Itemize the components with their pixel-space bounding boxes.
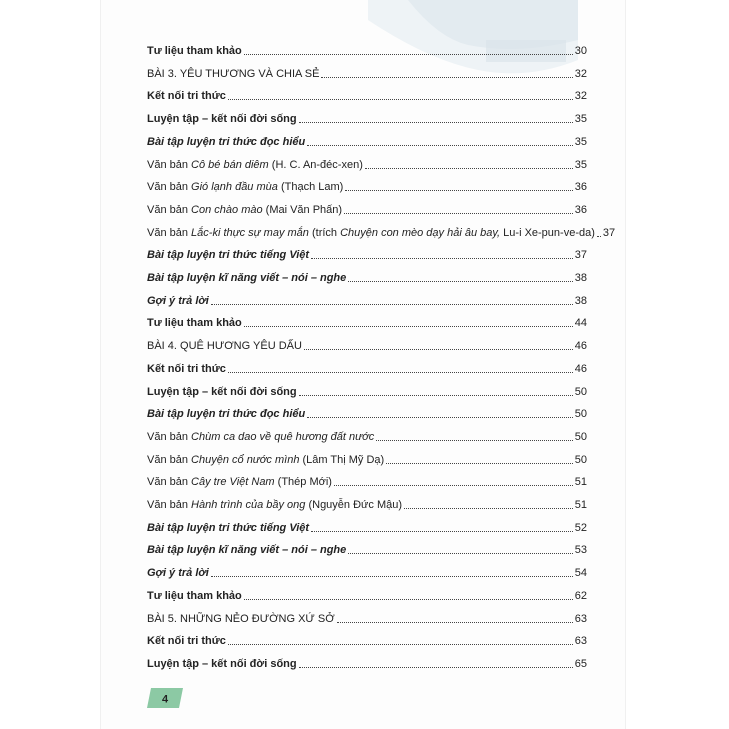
toc-page-number: 46 [574,362,587,375]
toc-page-number: 50 [574,408,587,421]
toc-page-number: 32 [574,67,587,80]
dot-leader [299,395,573,396]
toc-entry[interactable] [147,604,587,626]
toc-entry-text: Cô bé bán diêm [191,158,269,171]
toc-entry-text: Văn bản [147,158,192,171]
dot-leader [337,622,573,623]
toc-entry-text: Văn bản [147,453,192,466]
toc-entry-text: Chuyện cổ nước mình [191,453,300,466]
toc-entry-text: Kết nối tri thức [147,90,226,103]
toc-entry[interactable] [147,308,587,330]
dot-leader [228,372,573,373]
toc-entry-text: Gió lạnh đầu mùa [191,181,278,194]
toc-entry[interactable] [147,626,587,648]
toc-entry[interactable] [147,399,587,421]
toc-page-number: 37 [602,226,616,239]
toc-entry-text: Cây tre Việt Nam [191,476,275,489]
toc-entry-text: Bài tập luyện kĩ năng viết – nói – nghe [147,272,347,284]
toc-entry[interactable] [147,558,587,580]
toc-entry-text: Luyện tập – kết nối đời sống [147,657,297,670]
toc-page-number: 37 [574,249,587,262]
toc-entry[interactable] [147,331,587,353]
toc-entry-text: Văn bản [147,203,192,216]
toc-entry-text: Gợi ý trả lời [147,294,209,307]
toc-entry-text: (trích [308,226,341,239]
dot-leader [597,236,601,237]
toc-entry-text: Văn bản [147,181,192,194]
toc-page-number: 63 [574,635,587,648]
toc-page-number: 51 [574,499,587,511]
toc-entry[interactable] [147,377,587,399]
toc-entry-text: Hành trình của bầy ong [191,499,306,511]
dot-leader [321,77,572,78]
dot-leader [344,213,573,214]
toc-entry-text: BÀI 4. QUÊ HƯƠNG YÊU DẤU [147,340,302,353]
toc-entry-text: (Nguyễn Đức Mậu) [305,499,403,511]
toc-entry-text: Văn bản [147,430,192,443]
toc-page-number: 52 [574,521,587,534]
page-number: 4 [162,693,169,706]
toc-entry-text: Gợi ý trả lời [147,567,209,580]
dot-leader [348,281,572,282]
toc-entry[interactable] [147,195,587,217]
toc-entry-text: Kết nối tri thức [147,635,226,648]
toc-page-number: 50 [574,453,587,466]
toc-entry-text: Luyện tập – kết nối đời sống [147,113,297,126]
toc-page-number: 46 [574,340,587,353]
toc-entry-text: BÀI 5. NHỮNG NẺO ĐƯỜNG XỨ SỞ [147,612,335,625]
toc-entry[interactable] [147,150,587,172]
dot-leader [228,99,573,100]
toc-entry-text: (Thạch Lam) [277,181,344,194]
toc-page-number: 36 [574,181,587,194]
toc-entry[interactable] [147,422,587,444]
toc-entry[interactable] [147,445,587,467]
toc-entry-text: BÀI 3. YÊU THƯƠNG VÀ CHIA SẺ [147,67,320,80]
toc-entry-text: Tư liệu tham khảo [147,45,242,57]
toc-page-number: 50 [574,385,587,398]
toc-entry-text: (Thép Mới) [274,476,332,489]
toc-entry[interactable] [147,172,587,194]
toc-entry-text: (H. C. An-đéc-xen) [268,158,363,171]
toc-page-number: 54 [574,567,587,580]
toc-entry-text: Bài tập luyện tri thức đọc hiểu [147,408,306,421]
toc-entry-text: Luyện tập – kết nối đời sống [147,385,297,398]
toc-page-number: 35 [574,135,587,148]
dot-leader [345,190,572,191]
toc-page-number: 36 [574,203,587,216]
toc-entry-text: Tư liệu tham khảo [147,317,242,330]
toc-entry-text: Con chào mào [191,203,263,216]
dot-leader [386,463,573,464]
toc-entry[interactable] [147,535,587,557]
dot-leader [307,145,573,146]
dot-leader [244,599,573,600]
toc-entry-text: Bài tập luyện kĩ năng viết – nói – nghe [147,544,347,557]
toc-page-number: 38 [574,294,587,307]
toc-entry-text: Văn bản [147,499,192,511]
toc-entry[interactable] [147,513,587,535]
toc-entry-text: Bài tập luyện tri thức tiếng Việt [147,249,310,262]
dot-leader [244,326,573,327]
toc-page-number: 50 [574,430,587,443]
page-footer [147,688,183,713]
toc-entry-text: Bài tập luyện tri thức đọc hiểu [147,135,306,148]
dot-leader [307,417,573,418]
toc-entry-text: Chùm ca dao về quê hương đất nước [191,430,375,443]
dot-leader [299,667,573,668]
toc-page-number: 62 [574,589,587,602]
dot-leader [376,440,573,441]
toc-page-number: 30 [574,45,587,57]
toc-page-number: 51 [574,476,587,489]
toc-page-number: 53 [574,544,587,557]
toc-entry-text: Văn bản [147,476,192,489]
toc-entry[interactable] [147,218,616,240]
toc-entry[interactable] [147,59,587,81]
toc-page-number: 63 [574,612,587,625]
dot-leader [404,508,573,509]
toc-entry[interactable] [147,354,587,376]
toc-entry-text: Lu-i Xe-pun-ve-da) [500,226,595,239]
toc-entry-text: Văn bản [147,226,192,239]
dot-leader [211,304,573,305]
toc-entry[interactable] [147,490,587,512]
dot-leader [304,349,573,350]
dot-leader [211,576,573,577]
dot-leader [334,485,573,486]
toc-page-number: 38 [574,272,587,284]
toc-entry-text: Kết nối tri thức [147,362,226,375]
toc-entry[interactable] [147,127,587,149]
toc-entry-text: (Mai Văn Phấn) [262,203,343,216]
dot-leader [311,531,573,532]
toc-entry[interactable] [147,581,587,603]
toc-entry-text: Tư liệu tham khảo [147,589,242,602]
toc-page-number: 35 [574,158,587,171]
toc-entry[interactable] [147,81,587,103]
toc-page-number: 65 [574,657,587,670]
toc-page-number: 35 [574,113,587,126]
dot-leader [244,54,573,55]
toc-entry-text: Lắc-ki thực sự may mắn [191,226,309,239]
dot-leader [299,122,573,123]
toc-entry[interactable] [147,36,587,58]
page-number-badge [147,688,183,708]
toc-entry[interactable] [147,240,587,262]
toc-entry[interactable] [147,467,587,489]
toc-page-number: 32 [574,90,587,103]
dot-leader [311,258,573,259]
toc-entry[interactable] [147,263,587,285]
toc-entry-text: (Lâm Thị Mỹ Dạ) [299,453,385,466]
dot-leader [228,644,573,645]
dot-leader [348,553,572,554]
toc-entry[interactable] [147,104,587,126]
toc-entry[interactable] [147,286,587,308]
toc-entry[interactable] [147,649,587,671]
dot-leader [365,168,573,169]
toc-entry-text: Bài tập luyện tri thức tiếng Việt [147,521,310,534]
toc-entry-text: Chuyện con mèo dạy hải âu bay, [340,226,501,239]
toc-page-number: 44 [574,317,587,330]
